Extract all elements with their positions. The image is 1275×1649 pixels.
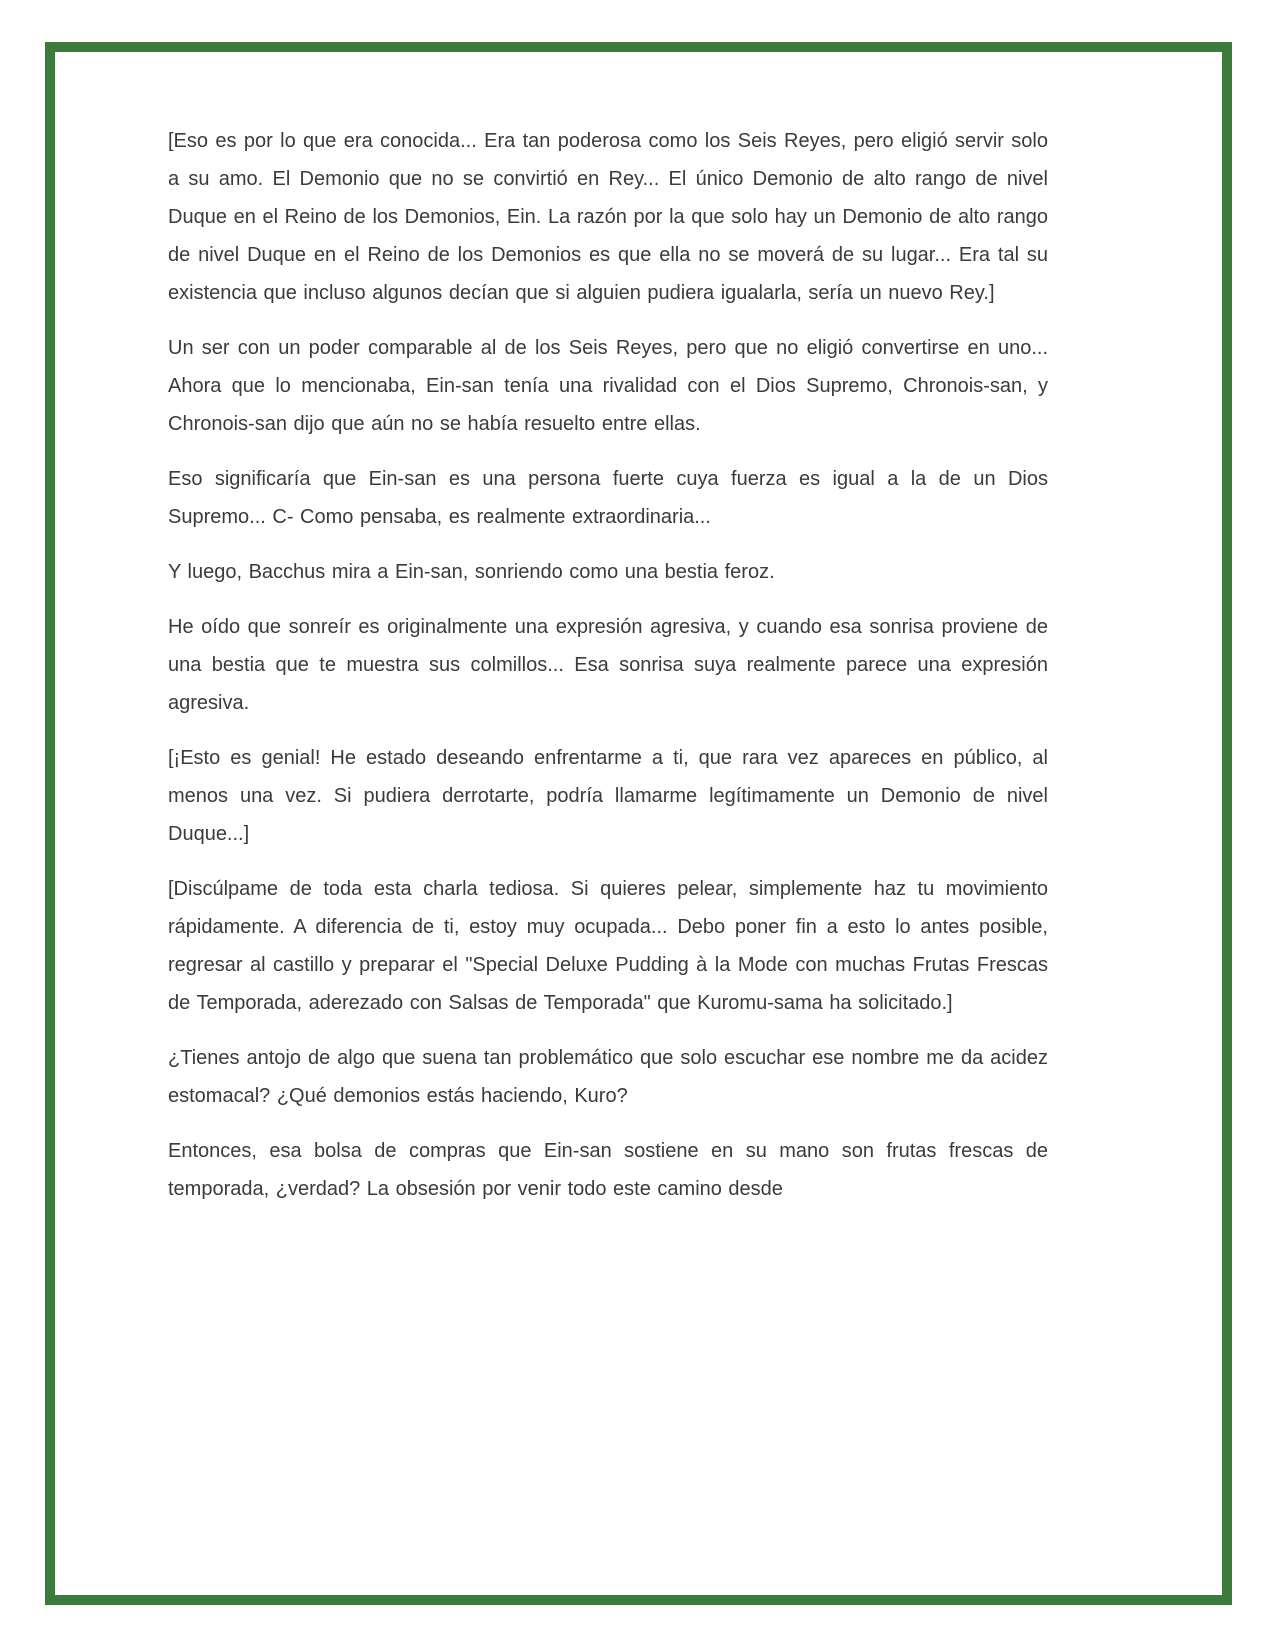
paragraph: Y luego, Bacchus mira a Ein-san, sonriendo como una bestia feroz. (168, 561, 775, 583)
paragraph: ¿Tienes antojo de algo que suena tan problemático que solo escuchar ese nombre me da acidez estomacal? ¿Qué demonios estás haciendo, Kuro? (168, 1047, 1048, 1107)
paragraph: Eso significaría que Ein-san es una persona fuerte cuya fuerza es igual a la de un Dios Supremo... C- Como pensaba, es realmente extraordinaria... (168, 468, 1048, 528)
paragraph: He oído que sonreír es originalmente una expresión agresiva, y cuando esa sonrisa proviene de una bestia que te muestra sus colmillos... Esa sonrisa suya realmente parece una expresión agresiva. (168, 616, 1048, 714)
text-content (55, 52, 1222, 1268)
page-border-frame (45, 42, 1232, 1605)
paragraph: [Discúlpame de toda esta charla tediosa. Si quieres pelear, simplemente haz tu movimiento rápidamente. A diferencia de ti, estoy muy ocupada... Debo poner fin a esto lo antes posible, regresar al castillo y preparar el "Special Deluxe Pudding à la Mode con muchas Frutas Frescas de Temporada, aderezado con Salsas de Temporada" que Kuromu-sama ha solicitado.] (168, 878, 1048, 1014)
paragraph: Un ser con un poder comparable al de los Seis Reyes, pero que no eligió convertirse en uno... Ahora que lo mencionaba, Ein-san tenía una rivalidad con el Dios Supremo, Chronois-san, y Chronois-san dijo que aún no se había resuelto entre ellas. (168, 337, 1048, 435)
paragraph: [Eso es por lo que era conocida... Era tan poderosa como los Seis Reyes, pero eligió servir solo a su amo. El Demonio que no se convirtió en Rey... El único Demonio de alto rango de nivel Duque en el Reino de los Demonios, Ein. La razón por la que solo hay un Demonio de alto rango de nivel Duque en el Reino de los Demonios es que ella no se moverá de su lugar... Era tal su existencia que incluso algunos decían que si alguien pudiera igualarla, sería un nuevo Rey.] (168, 130, 1048, 304)
paragraph: [¡Esto es genial! He estado deseando enfrentarme a ti, que rara vez apareces en público, al menos una vez. Si pudiera derrotarte, podría llamarme legítimamente un Demonio de nivel Duque...] (168, 747, 1048, 845)
paragraph: Entonces, esa bolsa de compras que Ein-san sostiene en su mano son frutas frescas de temporada, ¿verdad? La obsesión por venir todo este camino desde (168, 1140, 1048, 1200)
